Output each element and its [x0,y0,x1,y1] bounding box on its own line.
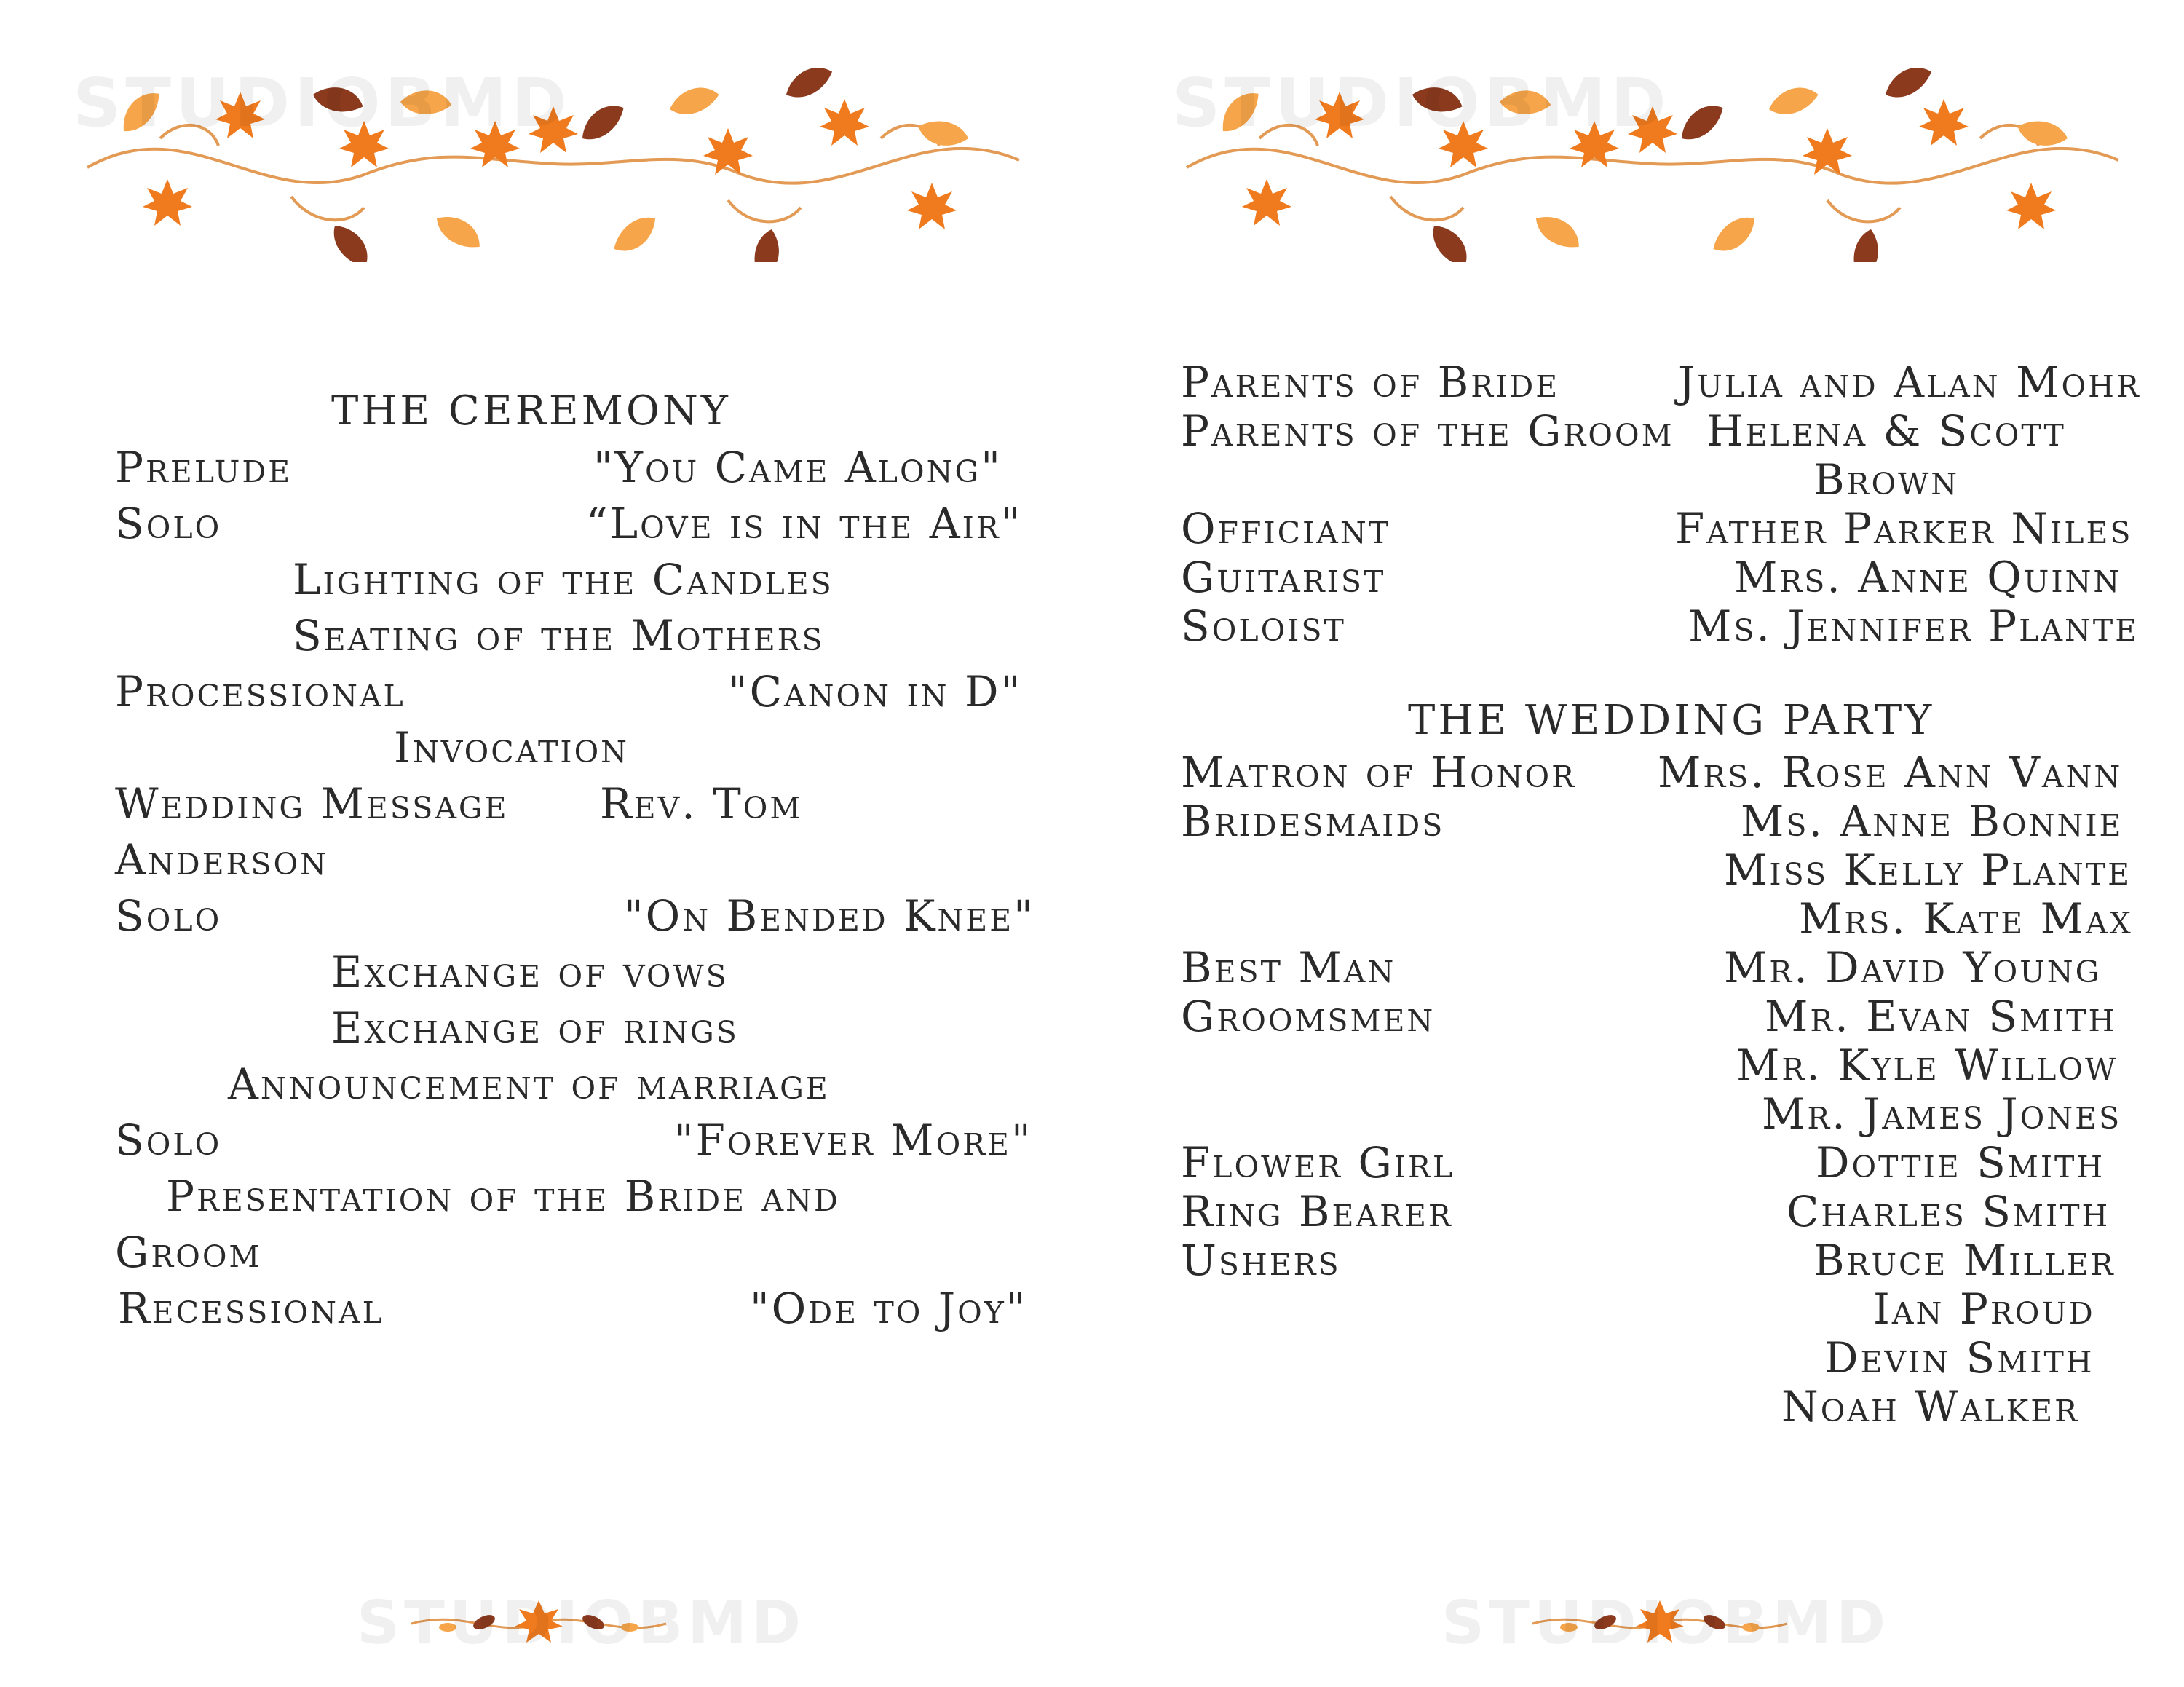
party-role: Ushers [1181,1236,1341,1285]
party-role: Bridesmaids [1181,797,1445,846]
watermark: STUDIOBMD [73,64,571,142]
program-item-right: "Ode to Joy" [750,1284,1028,1333]
party-role: Flower Girl [1181,1138,1455,1188]
program-item-right: "You Came Along" [593,443,1002,492]
watermark: STUDIOBMD [357,1589,806,1658]
program-item-center: Announcement of marriage [228,1059,830,1109]
participant-role: Officiant [1181,504,1391,553]
party-name: Bruce Miller [1813,1236,2116,1285]
party-name: Dottie Smith [1816,1138,2105,1188]
participant-name: Julia and Alan Mohr [1678,357,2141,407]
participant-role: Guitarist [1181,553,1386,602]
party-name: Mrs. Rose Ann Vann [1658,748,2123,797]
party-name: Mrs. Kate Max [1799,894,2133,944]
party-name: Mr. Kyle Willow [1736,1040,2118,1090]
program-item-right: "Canon in D" [728,667,1023,716]
ceremony-heading: THE CEREMONY [331,387,731,435]
participant-name: Father Parker Niles [1675,504,2133,553]
program-item-center: Lighting of the Candles [293,555,834,604]
program-item-left: Wedding Message [115,779,509,829]
program-item-center: Exchange of vows [331,947,729,997]
participant-name: Brown [1813,455,1960,505]
program-item-left: Anderson [115,835,329,885]
program-item-right: "On Bended Knee" [624,891,1035,941]
watermark: STUDIOBMD [1441,1589,1891,1658]
party-role: Ring Bearer [1181,1187,1453,1236]
program-item-left: Groom [115,1228,262,1277]
party-name: Ms. Anne Bonnie [1741,797,2124,846]
party-name: Charles Smith [1787,1187,2110,1236]
right-page [1092,0,2184,1687]
party-name: Mr. Evan Smith [1765,992,2117,1041]
program-item-left: Solo [115,499,222,548]
program-item-center: Invocation [394,723,630,773]
participant-name: Helena & Scott [1706,406,2066,456]
participant-role: Soloist [1181,601,1346,651]
program-item-left: Solo [115,891,222,941]
program-item-right: "Forever More" [674,1115,1033,1165]
party-name: Miss Kelly Plante [1724,845,2132,895]
party-name: Mr. David Young [1724,943,2102,992]
program-item-center: Presentation of the Bride and [166,1172,840,1221]
party-role: Best Man [1181,943,1396,992]
program-item-center: Exchange of rings [331,1003,739,1053]
program-item-right: Rev. Tom [600,779,803,829]
participant-name: Mrs. Anne Quinn [1734,553,2122,602]
program-item-center: Seating of the Mothers [293,611,825,660]
participant-name: Ms. Jennifer Plante [1688,601,2140,651]
party-name: Mr. James Jones [1762,1089,2122,1139]
watermark: STUDIOBMD [1172,64,1671,142]
party-name: Noah Walker [1781,1382,2080,1431]
program-item-left: Prelude [115,443,293,492]
program-item-left: Solo [115,1115,222,1165]
participant-role: Parents of the Groom [1181,406,1674,456]
party-role: Groomsmen [1181,992,1436,1041]
program-item-left: Recessional [118,1284,384,1333]
party-role: Matron of Honor [1181,748,1576,797]
participant-role: Parents of Bride [1181,357,1560,407]
party-name: Devin Smith [1824,1333,2094,1383]
program-item-left: Processional [115,667,405,716]
party-name: Ian Proud [1873,1284,2095,1334]
wedding-party-heading: THE WEDDING PARTY [1408,697,1935,744]
program-item-right: “Love is in the Air" [586,499,1023,548]
